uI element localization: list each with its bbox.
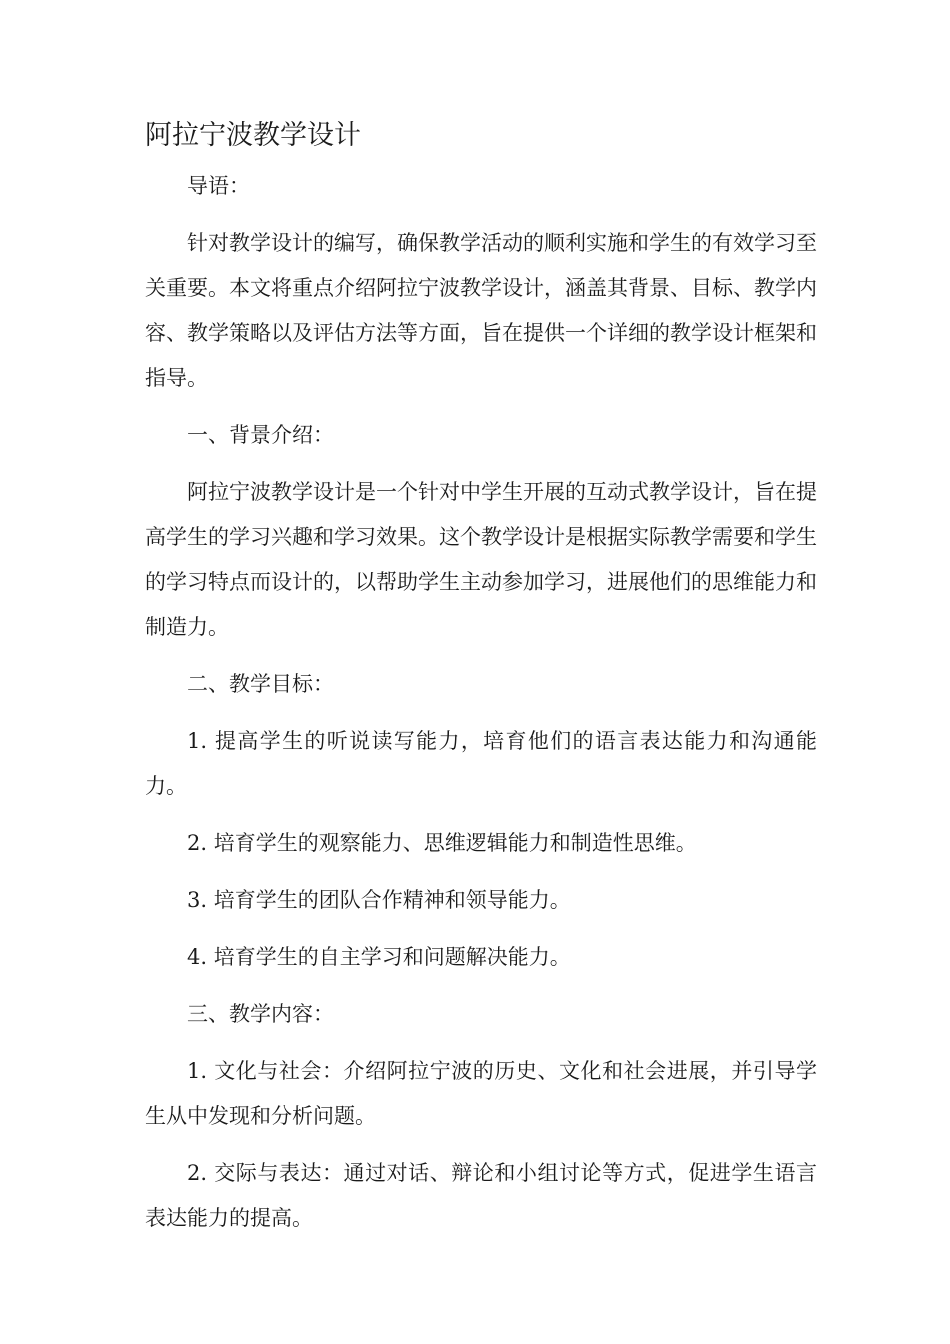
objective-item-3: 3. 培育学生的团队合作精神和领导能力。	[187, 888, 571, 912]
document-body	[145, 164, 817, 1253]
document-title: 阿拉宁波教学设计	[145, 120, 361, 151]
content-item-2: 2. 交际与表达：通过对话、辩论和小组讨论等方式，促进学生语言表达能力的提高。	[145, 1161, 817, 1230]
section-heading-background: 一、背景介绍：	[187, 423, 334, 447]
objective-item-2: 2. 培育学生的观察能力、思维逻辑能力和制造性思维。	[187, 831, 697, 855]
intro-paragraph: 针对教学设计的编写，确保教学活动的顺利实施和学生的有效学习至关重要。本文将重点介绍阿拉宁波教学设计，涵盖其背景、目标、教学内容、教学策略以及评估方法等方面，旨在提供一个详细的教学设计框架和指导。	[145, 231, 817, 390]
intro-heading: 导语：	[187, 174, 250, 198]
background-paragraph: 阿拉宁波教学设计是一个针对中学生开展的互动式教学设计，旨在提高学生的学习兴趣和学习效果。这个教学设计是根据实际教学需要和学生的学习特点而设计的，以帮助学生主动参加学习，进展他们的思维能力和制造力。	[145, 480, 817, 639]
section-heading-objectives: 二、教学目标：	[187, 672, 334, 696]
objective-item-1: 1. 提高学生的听说读写能力，培育他们的语言表达能力和沟通能力。	[145, 729, 817, 798]
objective-item-4: 4. 培育学生的自主学习和问题解决能力。	[187, 945, 571, 969]
content-item-1: 1. 文化与社会：介绍阿拉宁波的历史、文化和社会进展，并引导学生从中发现和分析问题。	[145, 1059, 817, 1128]
section-heading-content: 三、教学内容：	[187, 1002, 334, 1026]
